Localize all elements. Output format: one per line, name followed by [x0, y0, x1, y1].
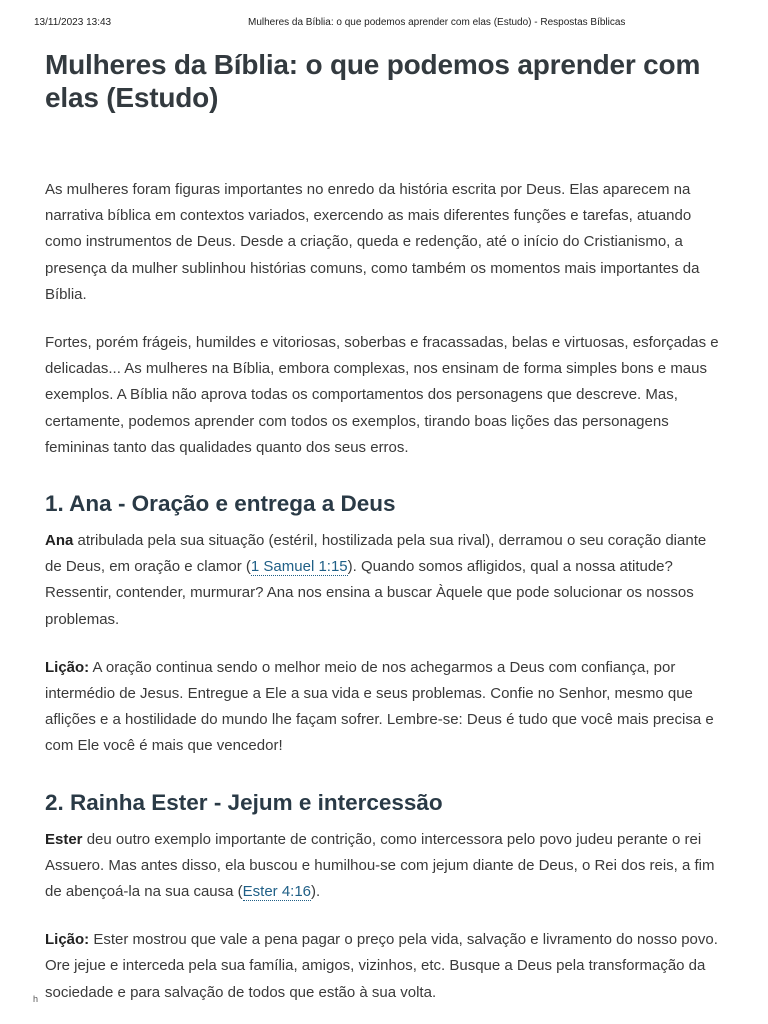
section-ester-lesson-text: Ester mostrou que vale a pena pagar o preço pela vida, salvação e livramento do nosso povo. Ore jejue e interceda pela sua família, amigos, vizinhos, etc. Busque a Deus pela transformação da sociedade e para salvação de todos que estão à sua volta. — [45, 931, 718, 1001]
intro-paragraph-2: Fortes, porém frágeis, humildes e vitoriosas, soberbas e fracassadas, belas e virtuosas, esforçadas e delicadas... As mulheres na Bíblia, embora complexas, nos ensinam de forma simples bons e maus exemplos. A Bíblia não aprova todas os comportamentos dos personagens que descreve. Mas, certamente, podemos aprender com todos os exemplos, tirando boas lições das personagens femininas tanto das qualidades quanto dos seus erros. — [45, 334, 719, 456]
intro-paragraph-1: As mulheres foram figuras importantes no enredo da história escrita por Deus. Elas aparecem na narrativa bíblica em contextos variados, exercendo as mais diferentes funções e tarefas, atuando como instrumentos de Deus. Desde a criação, queda e redenção, até o início do Cristianismo, a presença da mulher sublinhou histórias comuns, como também os momentos mais importantes da Bíblia. — [45, 181, 700, 303]
section-ester-paragraph — [45, 827, 727, 906]
print-page-title: Mulheres da Bíblia: o que podemos aprender com elas (Estudo) - Respostas Bíblicas — [248, 17, 626, 28]
section-ana-paragraph — [45, 528, 727, 633]
bible-reference-link-ester[interactable]: Ester 4:16 — [242, 883, 312, 901]
section-ana-name: Ana — [45, 532, 74, 550]
page-edge-mark: h — [33, 994, 39, 1004]
section-ester-text-before: deu outro exemplo importante de contrição, como intercessora pelo povo judeu perante o rei Assuero. Mas antes disso, ela buscou e humilhou-se com jejum diante de Deus, o Rei dos reis, a fim de abençoá-la na sua causa ( — [45, 830, 715, 901]
section-ana-lesson-label: Lição: — [45, 658, 90, 676]
section-ana-text-after: ). Quando somos afligidos, qual a nossa atitude? Ressentir, contender, murmurar? Ana nos ensina a buscar Àquele que pode solucionar os nossos problemas. — [45, 558, 694, 628]
section-ana-text-before: atribulada pela sua situação (estéril, hostilizada pela sua rival), derramou o seu coração diante de Deus, em oração e clamor ( — [45, 532, 707, 576]
section-ester-text-after: ). — [311, 883, 321, 901]
print-header — [0, 17, 768, 31]
bible-reference-link-1-samuel[interactable]: 1 Samuel 1:15 — [250, 558, 348, 576]
section-ester-name: Ester — [45, 830, 83, 848]
section-ester-lesson-label: Lição: — [45, 931, 90, 949]
section-ana-lesson — [45, 655, 727, 760]
section-heading-ester: 2. Rainha Ester - Jejum e intercessão — [45, 789, 443, 815]
article — [45, 48, 727, 1006]
section-heading-ana: 1. Ana - Oração e entrega a Deus — [45, 491, 396, 517]
article-title: Mulheres da Bíblia: o que podemos aprender com elas (Estudo) — [45, 49, 701, 113]
print-datetime: 13/11/2023 13:43 — [34, 17, 112, 28]
section-ana-lesson-text: A oração continua sendo o melhor meio de nos achegarmos a Deus com confiança, por intermédio de Jesus. Entregue a Ele a sua vida e seus problemas. Confie no Senhor, mesmo que aflições e a hostilidade do mundo lhe façam sofrer. Lembre-se: Deus é tudo que você mais precisa e com Ele você é mais que vencedor! — [45, 658, 714, 755]
section-ester-lesson — [45, 927, 727, 1006]
